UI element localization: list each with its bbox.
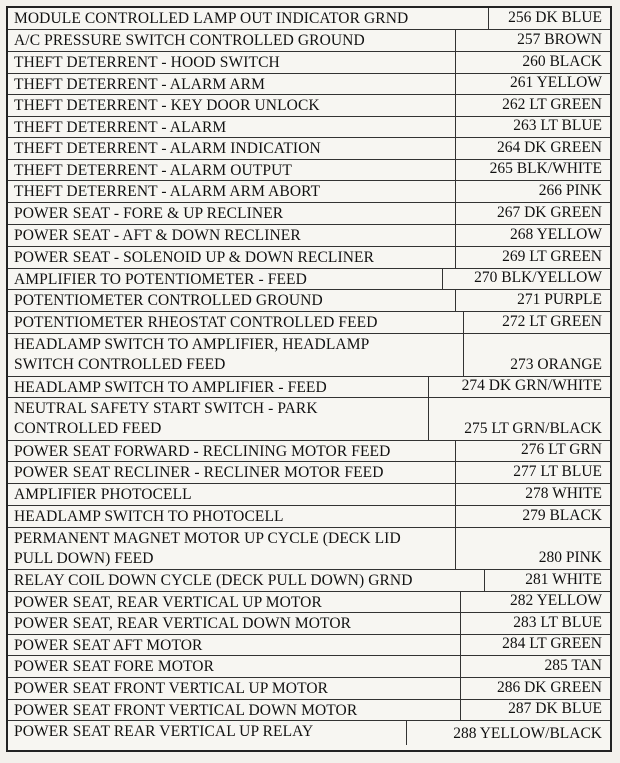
- circuit-description: POWER SEAT FORWARD - RECLINING MOTOR FEED: [14, 443, 391, 460]
- circuit-description: PERMANENT MAGNET MOTOR UP CYCLE (DECK LID PULL DOWN) FEED: [14, 530, 401, 567]
- column-divider: [460, 635, 461, 655]
- circuit-description: THEFT DETERRENT - HOOD SWITCH: [14, 54, 280, 71]
- column-divider: [455, 117, 456, 137]
- circuit-number-color: 266 PINK: [538, 182, 602, 199]
- table-row: [8, 52, 610, 74]
- circuit-number-color: 273 ORANGE: [510, 356, 602, 373]
- table-row: [8, 700, 610, 721]
- circuit-number-color: 267 DK GREEN: [496, 204, 602, 221]
- circuit-number-color: 264 DK GREEN: [496, 139, 602, 156]
- table-row: [8, 312, 610, 334]
- circuit-description: AMPLIFIER PHOTOCELL: [14, 486, 192, 503]
- column-divider: [428, 377, 429, 397]
- circuit-description: THEFT DETERRENT - ALARM OUTPUT: [14, 162, 292, 179]
- circuit-number-color: 288 YELLOW/BLACK: [453, 725, 602, 742]
- column-divider: [455, 203, 456, 224]
- circuit-number-color: 275 LT GRN/BLACK: [464, 420, 602, 437]
- column-divider: [455, 30, 456, 51]
- table-row: [8, 30, 610, 52]
- column-divider: [455, 95, 456, 116]
- table-row: [8, 290, 610, 312]
- wire-code-table: [6, 6, 612, 752]
- column-divider: [484, 570, 485, 591]
- table-row: [8, 398, 610, 441]
- circuit-description: POWER SEAT - SOLENOID UP & DOWN RECLINER: [14, 249, 375, 266]
- circuit-number-color: 287 DK BLUE: [508, 700, 602, 717]
- circuit-number-color: 262 LT GREEN: [502, 96, 602, 113]
- table-row: [8, 377, 610, 398]
- circuit-description: POWER SEAT AFT MOTOR: [14, 637, 203, 654]
- circuit-description: THEFT DETERRENT - KEY DOOR UNLOCK: [14, 97, 320, 114]
- table-row: [8, 570, 610, 592]
- circuit-description: HEADLAMP SWITCH TO PHOTOCELL: [14, 508, 284, 525]
- table-row: [8, 441, 610, 462]
- column-divider: [455, 160, 456, 180]
- column-divider: [455, 506, 456, 527]
- circuit-description: THEFT DETERRENT - ALARM INDICATION: [14, 140, 321, 157]
- circuit-number-color: 278 WHITE: [525, 485, 602, 502]
- circuit-description: POWER SEAT, REAR VERTICAL UP MOTOR: [14, 594, 322, 611]
- circuit-description: NEUTRAL SAFETY START SWITCH - PARK CONTROLLED FEED: [14, 400, 318, 437]
- column-divider: [455, 484, 456, 505]
- circuit-number-color: 277 LT BLUE: [513, 463, 602, 480]
- column-divider: [455, 181, 456, 202]
- circuit-number-color: 257 BROWN: [517, 31, 602, 48]
- table-row: [8, 613, 610, 635]
- column-divider: [455, 441, 456, 461]
- circuit-description: RELAY COIL DOWN CYCLE (DECK PULL DOWN) GRND: [14, 572, 413, 589]
- circuit-description: THEFT DETERRENT - ALARM ARM: [14, 76, 266, 93]
- circuit-description: POWER SEAT FRONT VERTICAL UP MOTOR: [14, 680, 329, 697]
- column-divider: [455, 462, 456, 483]
- column-divider: [442, 269, 443, 289]
- table-row: [8, 203, 610, 225]
- column-divider: [463, 312, 464, 333]
- column-divider: [455, 74, 456, 94]
- circuit-number-color: 284 LT GREEN: [502, 635, 602, 652]
- circuit-number-color: 282 YELLOW: [510, 592, 602, 609]
- circuit-description: POWER SEAT, REAR VERTICAL DOWN MOTOR: [14, 615, 352, 632]
- table-row: [8, 462, 610, 484]
- circuit-description: HEADLAMP SWITCH TO AMPLIFIER, HEADLAMP SWITCH CONTROLLED FEED: [14, 336, 370, 373]
- column-divider: [460, 592, 461, 612]
- table-row: [8, 117, 610, 138]
- circuit-description: POWER SEAT - AFT & DOWN RECLINER: [14, 227, 301, 244]
- circuit-number-color: 286 DK GREEN: [496, 679, 602, 696]
- table-row: [8, 484, 610, 506]
- column-divider: [455, 528, 456, 569]
- table-row: [8, 8, 610, 30]
- column-divider: [460, 700, 461, 720]
- table-row: [8, 528, 610, 570]
- table-row: [8, 181, 610, 203]
- circuit-number-color: 261 YELLOW: [510, 74, 602, 91]
- circuit-description: POWER SEAT FORE MOTOR: [14, 658, 215, 675]
- table-row: [8, 95, 610, 117]
- column-divider: [460, 613, 461, 634]
- circuit-number-color: 271 PURPLE: [517, 291, 602, 308]
- circuit-number-color: 270 BLK/YELLOW: [474, 269, 602, 286]
- circuit-number-color: 281 WHITE: [525, 571, 602, 588]
- table-row: [8, 635, 610, 656]
- circuit-number-color: 276 LT GRN: [521, 441, 602, 458]
- circuit-description: THEFT DETERRENT - ALARM ARM ABORT: [14, 183, 321, 200]
- circuit-description: POTENTIOMETER CONTROLLED GROUND: [14, 292, 323, 309]
- circuit-description: POWER SEAT FRONT VERTICAL DOWN MOTOR: [14, 702, 358, 719]
- table-row: [8, 656, 610, 678]
- circuit-number-color: 263 LT BLUE: [513, 117, 602, 134]
- column-divider: [455, 290, 456, 311]
- circuit-number-color: 265 BLK/WHITE: [489, 160, 602, 177]
- circuit-description: A/C PRESSURE SWITCH CONTROLLED GROUND: [14, 32, 365, 49]
- circuit-description: POWER SEAT REAR VERTICAL UP RELAY: [14, 723, 314, 740]
- circuit-number-color: 279 BLACK: [522, 507, 602, 524]
- table-row: [8, 160, 610, 181]
- circuit-description: AMPLIFIER TO POTENTIOMETER - FEED: [14, 271, 307, 288]
- column-divider: [428, 398, 429, 440]
- circuit-number-color: 269 LT GREEN: [502, 248, 602, 265]
- table-row: [8, 334, 610, 377]
- column-divider: [455, 225, 456, 246]
- column-divider: [460, 678, 461, 699]
- column-divider: [455, 138, 456, 159]
- column-divider: [455, 247, 456, 268]
- circuit-number-color: 285 TAN: [544, 657, 602, 674]
- circuit-description: POWER SEAT - FORE & UP RECLINER: [14, 205, 284, 222]
- table-row: [8, 247, 610, 269]
- column-divider: [455, 52, 456, 73]
- table-row: [8, 138, 610, 160]
- circuit-number-color: 256 DK BLUE: [508, 9, 602, 26]
- circuit-description: HEADLAMP SWITCH TO AMPLIFIER - FEED: [14, 379, 327, 396]
- table-row: [8, 592, 610, 613]
- circuit-number-color: 283 LT BLUE: [513, 614, 602, 631]
- column-divider: [488, 8, 489, 29]
- table-row: [8, 74, 610, 95]
- column-divider: [406, 721, 407, 745]
- circuit-number-color: 260 BLACK: [522, 53, 602, 70]
- circuit-number-color: 274 DK GRN/WHITE: [461, 377, 602, 394]
- table-row: [8, 506, 610, 528]
- circuit-number-color: 272 LT GREEN: [502, 313, 602, 330]
- circuit-description: MODULE CONTROLLED LAMP OUT INDICATOR GRND: [14, 10, 409, 27]
- circuit-description: THEFT DETERRENT - ALARM: [14, 119, 227, 136]
- circuit-description: POTENTIOMETER RHEOSTAT CONTROLLED FEED: [14, 314, 378, 331]
- circuit-number-color: 280 PINK: [538, 549, 602, 566]
- circuit-description: POWER SEAT RECLINER - RECLINER MOTOR FEED: [14, 464, 384, 481]
- circuit-number-color: 268 YELLOW: [510, 226, 602, 243]
- column-divider: [460, 656, 461, 677]
- table-row: [8, 225, 610, 247]
- table-row: [8, 721, 610, 745]
- table-row: [8, 678, 610, 700]
- column-divider: [463, 334, 464, 376]
- table-row: [8, 269, 610, 290]
